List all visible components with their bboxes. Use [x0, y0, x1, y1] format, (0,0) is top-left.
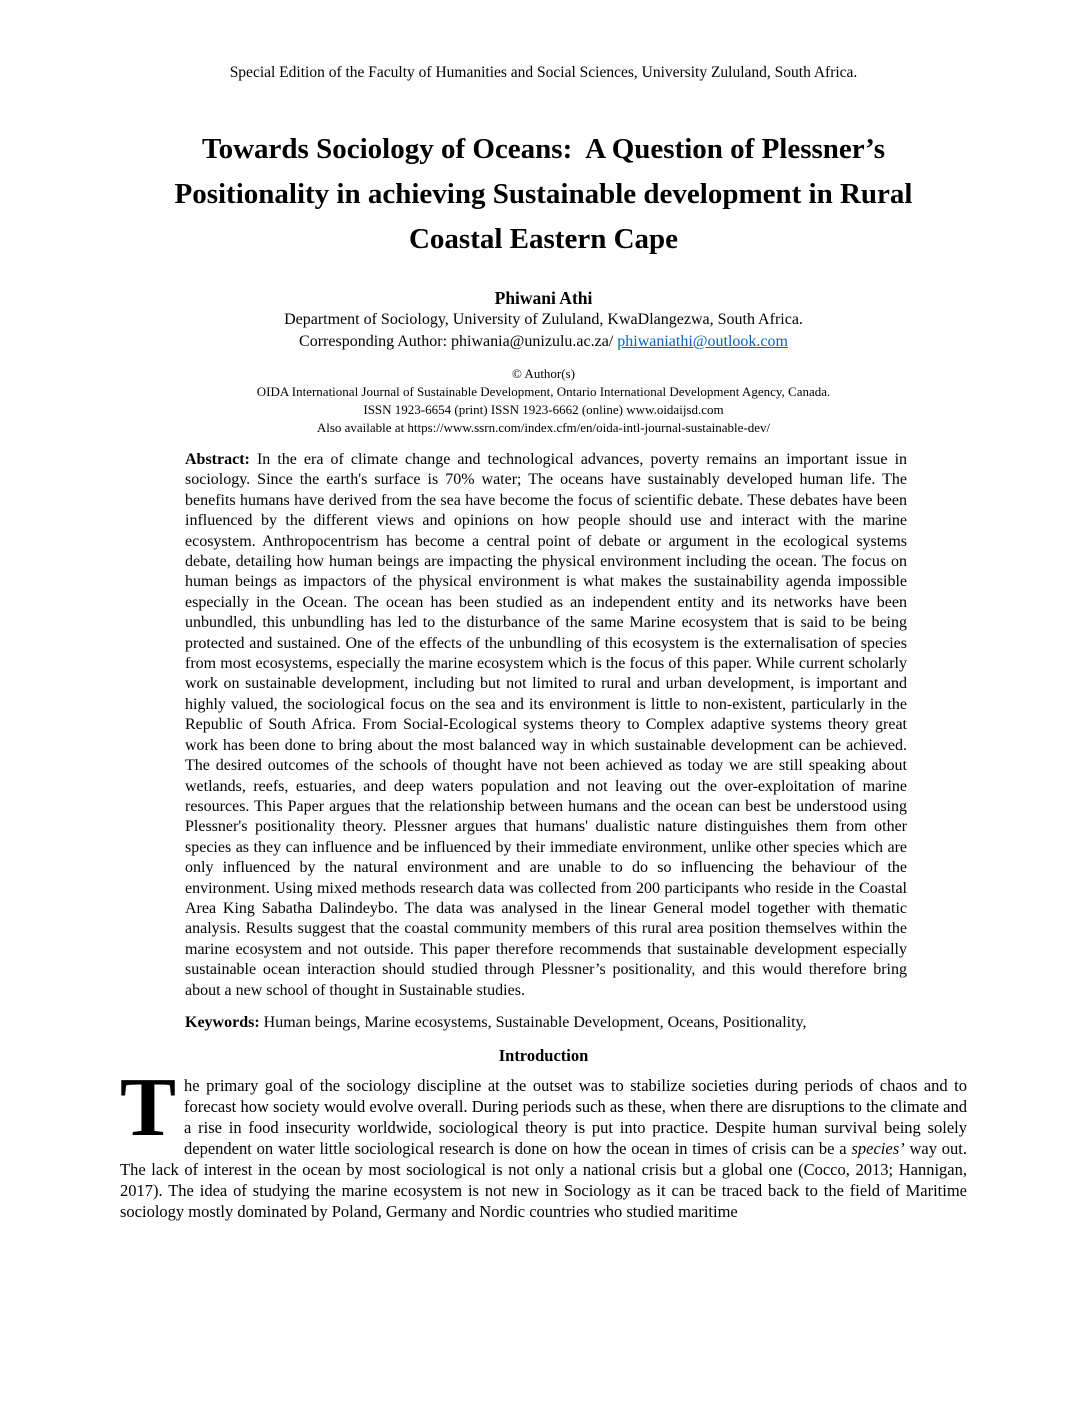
keywords-label: Keywords: — [185, 1013, 260, 1031]
abstract-label: Abstract: — [185, 451, 250, 468]
paper-title-line-2: Positionality in achieving Sustainable development in Rural — [174, 178, 913, 210]
availability-line: Also available at https://www.ssrn.com/index.cfm/en/oida-intl-journal-sustainable-dev/ — [316, 420, 771, 435]
journal-header-note: Special Edition of the Faculty of Humanities and Social Sciences, University Zululand, South Africa. — [229, 64, 858, 81]
abstract-text: In the era of climate change and technological advances, poverty remains an important issue in sociology. Since the earth's surface is 70% water; The oceans have sustainably developed human life. The benefits humans have derived from the sea have become the focus of scientific debate. These debates have been influenced by the different views and opinions on how people should use and interact with the marine ecosystem. Anthropocentrism has become a central point of debate or argument in the ecological systems debate, detailing how human beings are impacting the physical environment including the ocean. The focus on human beings as impactors of the physical environment is what makes the sustainability agenda impossible especially in the Ocean. The ocean has been studied as an independent entity and its networks have been unbundled, this unbundling has led to the disturbance of the same Marine ecosystem that is said to be being protected and sustained. One of the effects of the unbundling of this ecosystem is the externalisation of species from most ecosystems, especially the marine ecosystem which is the focus of this paper. While current scholarly work on sustainable development, including but not limited to rural and urban development, is important and highly valued, the sociological focus on the sea and its environment is little to non-existent, particularly in the Republic of South Africa. From Social-Ecological systems theory to Complex adaptive systems theory great work has been done to bring about the most balanced way in which sustainable development can be achieved. The desired outcomes of the schools of thought have not been achieved as today we are still speaking about wetlands, reefs, estuaries, and deep waters population and not leaving out the over-exploitation of marine resources. This Paper argues that the relationship between humans and the ocean can best be understood using Plessner's positionality theory. Plessner argues that humans' dualistic nature distinguishes them from other species as they can influence and be influenced by their immediate environment, unlike other species which are only influenced by the natural environment and are unable to do so influencing the behaviour of the environment. Using mixed methods research data was collected from 200 participants who reside in the Coastal Area King Sabatha Dalindeybo. The data was analysed in the linear General model together with thematic analysis. Results suggest that the coastal community members of this rural area position themselves within the marine ecosystem and not outside. This paper therefore recommends that sustainable development especially sustainable ocean interaction should studied through Plessner’s positionality, and this would therefore bring about a new school of thought in Sustainable studies. — [185, 451, 908, 999]
introduction-italic-term: species’ — [851, 1138, 905, 1158]
introduction-paragraph — [120, 1060, 968, 1222]
abstract-paragraph — [185, 450, 907, 1001]
corresponding-author-line — [120, 331, 967, 353]
copyright-line: © Author(s) — [512, 366, 575, 381]
paper-title-line-3: Coastal Eastern Cape — [408, 223, 679, 255]
author-affiliation: Department of Sociology, University of Zululand, KwaDlangezwa, South Africa. — [284, 311, 803, 328]
keywords-line — [185, 1013, 907, 1033]
paper-title — [120, 127, 967, 262]
corresponding-author-prefix: Corresponding Author: phiwania@unizulu.ac.za/ — [299, 333, 614, 350]
author-block — [120, 287, 967, 353]
author-name: Phiwani Athi — [494, 288, 593, 308]
introduction-text-part-2: way out. The lack of interest in the ocean by most sociological is not only a national crisis but a global one (Cocco, 2013; Hannigan, 2017). The idea of studying the marine ecosystem is not new in Sociology as it can be traced back to the field of Maritime sociology mostly dominated by Poland, Germany and Nordic countries who studied maritime — [120, 1138, 968, 1221]
section-heading-introduction: Introduction — [498, 1045, 589, 1065]
keywords-text: Human beings, Marine ecosystems, Sustainable Development, Oceans, Positionality, — [263, 1013, 807, 1031]
corresponding-email-link[interactable]: phiwaniathi@outlook.com — [617, 333, 788, 350]
paper-title-line-1: Towards Sociology of Oceans: A Question of Plessner’s — [201, 133, 886, 165]
introduction-text-part-1: he primary goal of the sociology discipline at the outset was to stabilize societies during periods of chaos and to forecast how society would evolve overall. During periods such as these, when there are disruptions to the climate and a rise in food insecurity worldwide, sociological theory is put into practice. Despite human survival being solely dependent on water little sociological research is done on how the ocean in times of crisis can be a — [184, 1075, 967, 1158]
issn-line: ISSN 1923-6654 (print) ISSN 1923-6662 (online) www.oidaijsd.com — [363, 402, 724, 417]
journal-name-line: OIDA International Journal of Sustainable Development, Ontario International Development Agency, Canada. — [256, 384, 831, 399]
dropcap-letter: T — [120, 1060, 177, 1154]
publication-info-block — [120, 365, 967, 437]
